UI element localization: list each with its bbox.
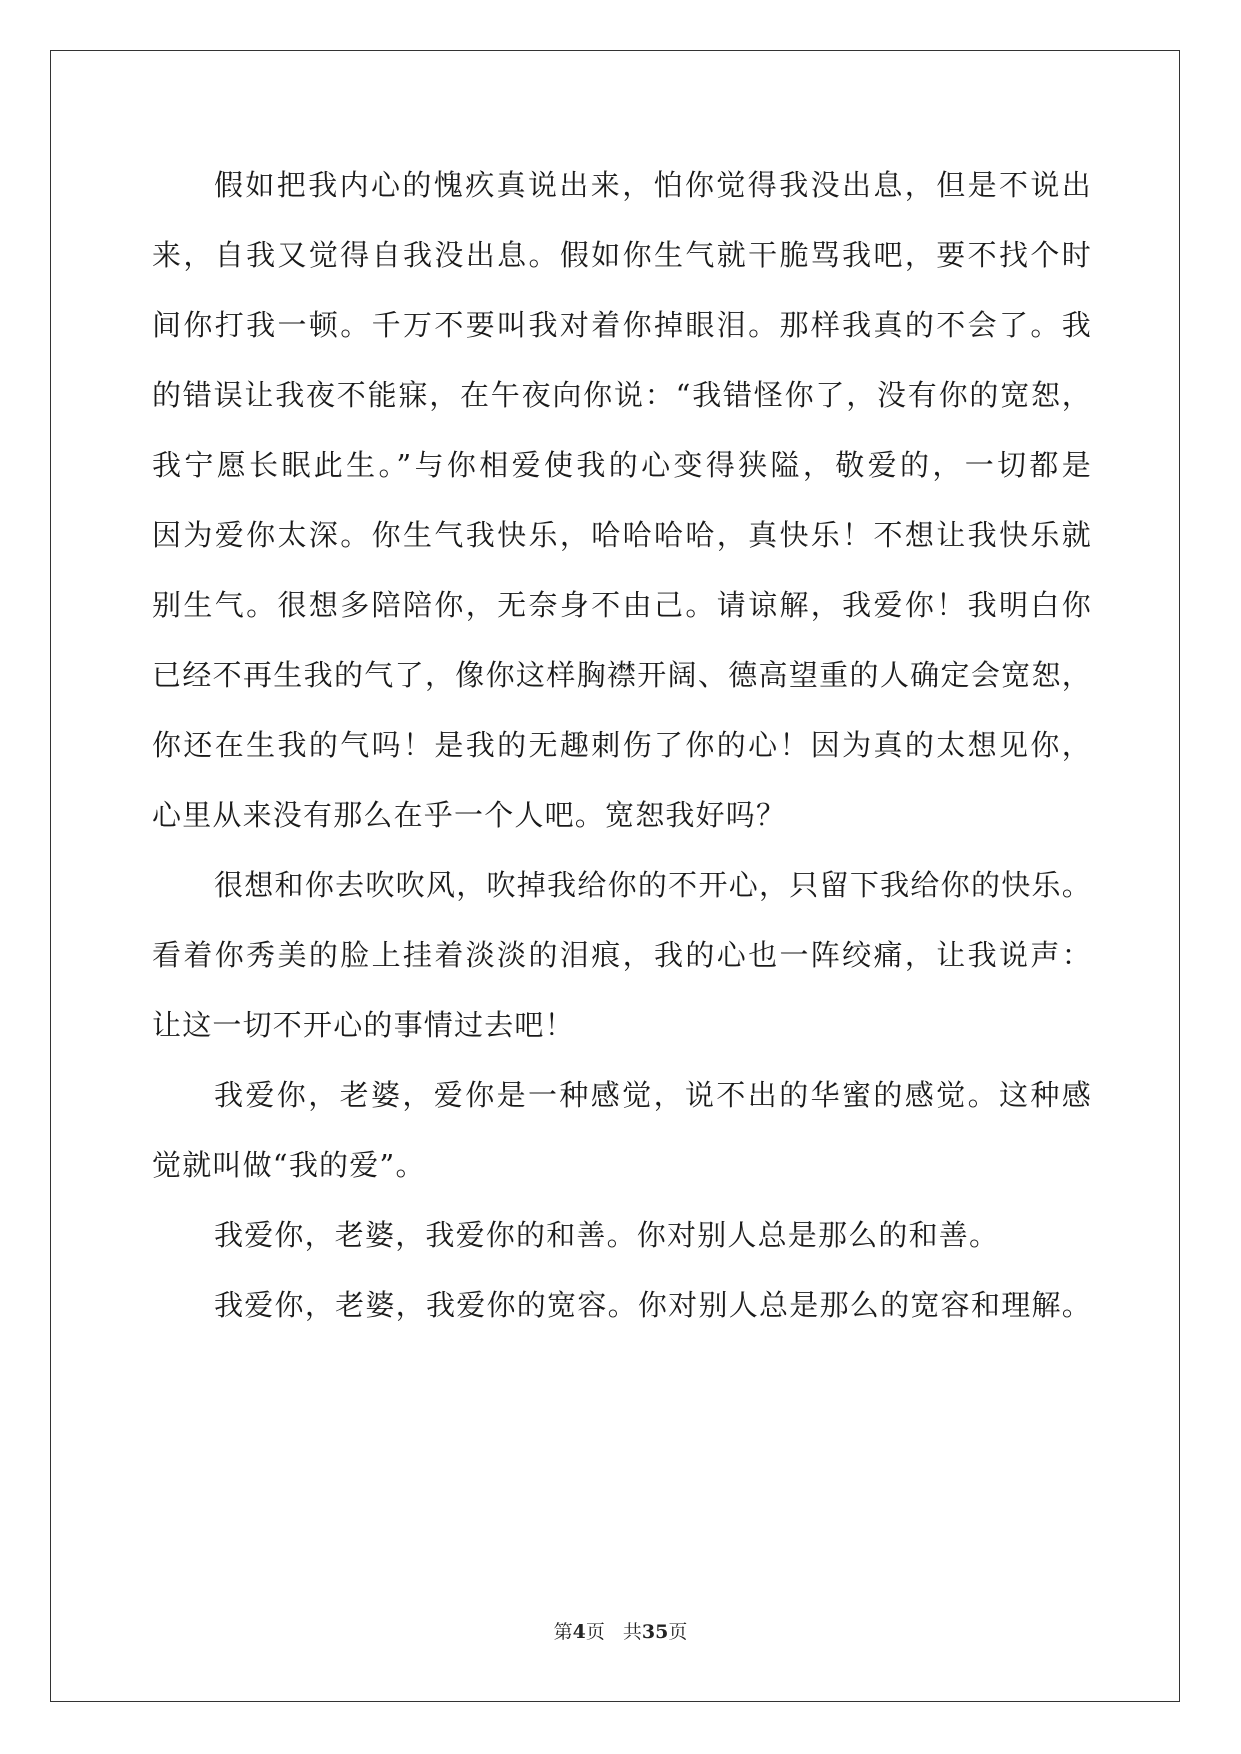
text-line: 很想和你去吹吹风，吹掉我给你的不开心，只留下我给你的快乐。 — [214, 868, 1092, 902]
text-line: 让这一切不开心的事情过去吧！ — [152, 1008, 575, 1042]
text-line: 假如把我内心的愧疚真说出来，怕你觉得我没出息，但是不说出 — [214, 168, 1092, 202]
text-line: 我爱你，老婆，我爱你的和善。你对别人总是那么的和善。 — [214, 1218, 1000, 1252]
text-line: 我爱你，老婆，爱你是一种感觉，说不出的华蜜的感觉。这种感 — [214, 1078, 1092, 1112]
footer-total-unit: 页 — [668, 1621, 688, 1643]
text-line: 间你打我一顿。千万不要叫我对着你掉眼泪。那样我真的不会了。我 — [152, 308, 1092, 342]
text-line: 因为爱你太深。你生气我快乐，哈哈哈哈，真快乐！不想让我快乐就 — [152, 518, 1092, 552]
page-number-footer — [0, 1620, 1241, 1644]
text-line: 你还在生我的气吗！是我的无趣刺伤了你的心！因为真的太想见你， — [152, 728, 1092, 762]
text-line: 的错误让我夜不能寐，在午夜向你说：“我错怪你了，没有你的宽恕， — [152, 378, 1092, 412]
footer-prefix: 第 — [553, 1621, 573, 1643]
text-line: 看着你秀美的脸上挂着淡淡的泪痕，我的心也一阵绞痛，让我说声： — [152, 938, 1092, 972]
text-line: 心里从来没有那么在乎一个人吧。宽恕我好吗？ — [152, 798, 787, 832]
text-line: 觉就叫做“我的爱”。 — [152, 1148, 426, 1182]
text-line: 我宁愿长眠此生。”与你相爱使我的心变得狭隘，敬爱的，一切都是 — [152, 448, 1092, 482]
text-line: 别生气。很想多陪陪你，无奈身不由己。请谅解，我爱你！我明白你 — [152, 588, 1092, 622]
text-line: 我爱你，老婆，我爱你的宽容。你对别人总是那么的宽容和理解。 — [214, 1288, 1092, 1322]
footer-page-unit: 页 — [585, 1621, 605, 1643]
total-pages-number: 35 — [641, 1621, 669, 1643]
text-line: 已经不再生我的气了，像你这样胸襟开阔、德高望重的人确定会宽恕， — [152, 658, 1092, 692]
footer-total-prefix: 共 — [622, 1621, 642, 1643]
current-page-number: 4 — [572, 1621, 586, 1643]
text-line: 来，自我又觉得自我没出息。假如你生气就干脆骂我吧，要不找个时 — [152, 238, 1092, 272]
